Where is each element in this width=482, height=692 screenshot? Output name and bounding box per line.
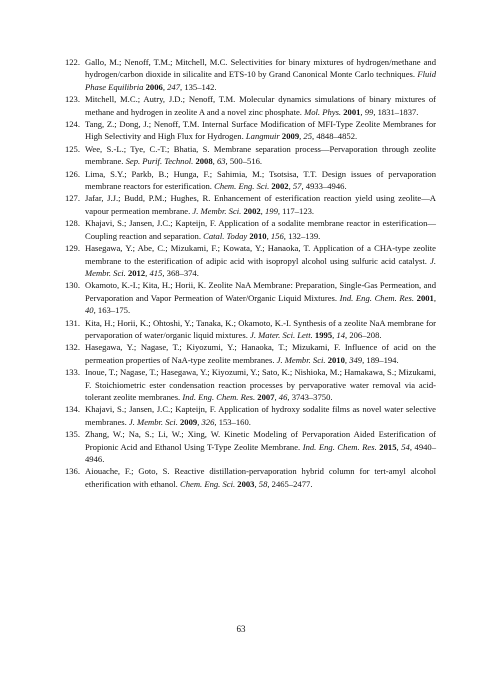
reference-item (48, 143, 436, 168)
reference-text (85, 341, 436, 366)
reference-volume: , 247 (162, 81, 181, 92)
reference-item (48, 279, 436, 316)
reference-item (48, 217, 436, 242)
reference-authors-title: Jafar, J.J.; Budd, P.M.; Hughes, R. Enhancement of esterification reaction yield using zeolite—A vapour permeation membrane. (85, 193, 436, 216)
reference-text (85, 192, 436, 217)
reference-volume: , 63 (212, 156, 226, 167)
reference-volume: , 326 (197, 416, 215, 427)
reference-authors-title: Gallo, M.; Nenoff, T.M.; Mitchell, M.C. Selectivities for binary mixtures of hydrogen/methane and hydrogen/carbon dioxide in silicalite and ETS-10 by Grand Canonical Monte Carlo techniques. (85, 57, 436, 80)
reference-number: 123. (64, 94, 80, 105)
reference-item (48, 56, 436, 93)
reference-number: 135. (64, 429, 80, 440)
reference-pages: , 163–175. (93, 305, 131, 316)
reference-text (85, 217, 436, 242)
reference-text (85, 168, 436, 193)
reference-authors-title: Khajavi, S.; Jansen, J.C.; Kapteijn, F. Application of hydroxy sodalite films as novel water selective membranes. (85, 404, 436, 427)
reference-text (85, 56, 436, 93)
reference-year: 1995 (312, 329, 333, 340)
reference-item (48, 317, 436, 342)
reference-text (85, 366, 436, 403)
reference-volume: , 25 (299, 131, 313, 142)
reference-pages: , 135–142. (180, 81, 217, 92)
reference-text (85, 403, 436, 428)
page-number: 63 (236, 624, 246, 634)
reference-volume: , 46 (274, 391, 288, 402)
reference-journal: Fluid Phase Equilibria (85, 69, 436, 92)
reference-number: 134. (64, 404, 80, 415)
reference-number: 132. (64, 342, 80, 353)
reference-number: 129. (64, 243, 80, 254)
reference-text (85, 428, 436, 465)
reference-number: 128. (64, 218, 80, 229)
reference-journal: Langmuir (245, 131, 280, 142)
reference-pages: , 500–516. (225, 156, 263, 167)
reference-year: 2009 (177, 416, 198, 427)
reference-number: 124. (64, 119, 80, 130)
reference-item (48, 93, 436, 118)
reference-number: 122. (64, 57, 80, 67)
reference-year: 2002 (241, 205, 261, 216)
reference-number: 133. (64, 367, 80, 378)
reference-text (85, 242, 436, 279)
reference-text (85, 93, 436, 118)
reference-pages: , 368–374. (162, 267, 199, 278)
reference-volume: , 54 (396, 441, 410, 452)
reference-journal: J. Membr. Sci. (192, 205, 242, 216)
reference-text (85, 143, 436, 168)
reference-journal: Ind. Eng. Chem. Res. (182, 391, 256, 402)
reference-number: 136. (64, 466, 80, 477)
reference-journal: Chem. Eng. Sci. (214, 181, 270, 192)
reference-year: 2010 (247, 230, 267, 241)
reference-item (48, 341, 436, 366)
reference-journal: J. Membr. Sci. (276, 354, 326, 365)
reference-volume: , 99 (360, 106, 374, 117)
reference-pages: , 4933–4946. (301, 181, 347, 192)
reference-year: 2001 (414, 292, 434, 303)
reference-volume: , 415 (145, 267, 163, 278)
reference-number: 131. (64, 317, 80, 328)
reference-item (48, 428, 436, 465)
reference-authors-title: Inoue, T.; Nagase, T.; Hasegawa, Y.; Kiyozumi, Y.; Sato, K.; Nishioka, M.; Hamakawa, S.; Mizukami, F. Stoichiometric ester condensation reaction processes by pervaporative water removal via acid-tolerant zeolite membranes. (85, 367, 436, 402)
reference-authors-title: Aiouache, F.; Goto, S. Reactive distillation-pervaporation hybrid column for tert-amyl alcohol etherification with ethanol. (85, 466, 436, 489)
reference-item (48, 465, 436, 490)
reference-year: 2007 (255, 391, 275, 402)
reference-journal: J. Membr. Sci. (128, 416, 178, 427)
reference-journal: Catal. Today (203, 230, 248, 241)
reference-volume: , 199 (260, 205, 278, 216)
reference-pages: , 153–160. (214, 416, 251, 427)
reference-item (48, 403, 436, 428)
reference-list (48, 56, 436, 490)
reference-text (85, 118, 436, 143)
reference-item (48, 118, 436, 143)
reference-authors-title: Tang, Z.; Dong, J.; Nenoff, T.M. Internal Surface Modification of MFI-Type Zeolite Membranes for High Selectivity and High Flux for Hydrogen. (85, 119, 436, 142)
reference-authors-title: Wee, S.-L.; Tye, C.-T.; Bhatia, S. Membrane separation process—Pervaporation through zeolite membrane. (85, 143, 436, 167)
reference-pages: , 132–139. (283, 230, 321, 241)
reference-year: 2008 (193, 156, 213, 167)
reference-item (48, 366, 436, 403)
reference-pages: , 189–194. (362, 354, 399, 365)
reference-year: 2001 (341, 106, 361, 117)
reference-year: 2012 (125, 267, 146, 278)
reference-year: 2010 (325, 354, 345, 365)
reference-pages: , 1831–1837. (373, 106, 419, 117)
reference-pages: , 117–123. (277, 205, 315, 216)
reference-number: 125. (64, 143, 80, 154)
reference-pages: , 206–208. (345, 329, 382, 340)
reference-year: 2002 (269, 181, 289, 192)
reference-item (48, 192, 436, 217)
reference-authors-title: Hasegawa, Y.; Abe, C.; Mizukami, F.; Kowata, Y.; Hanaoka, T. Application of a CHA-type zeolite membrane to the esterification of adipic acid with isopropyl alcohol using sulfuric acid catalyst. (85, 243, 436, 266)
reference-pages: , 3743–3750. (287, 391, 333, 402)
reference-journal: Ind. Eng. Chem. Res. (339, 292, 414, 303)
reference-year: 2003 (235, 478, 255, 489)
reference-year: 2006 (143, 81, 163, 92)
reference-journal: J. Membr. Sci. (85, 255, 436, 278)
reference-journal: Chem. Eng. Sci. (179, 478, 236, 489)
reference-authors-title: Kita, H.; Horii, K.; Ohtoshi, Y.; Tanaka, K.; Okamoto, K.-I. Synthesis of a zeolite NaA membrane for pervaporation of water/organic liquid mixtures. (85, 317, 436, 340)
reference-journal: Ind. Eng. Chem. Res. (302, 441, 377, 452)
reference-authors-title: Khajavi, S.; Jansen, J.C.; Kapteijn, F. Application of a sodalite membrane reactor in esterification—Coupling reaction and separation. (85, 218, 436, 241)
reference-volume: , 40 (85, 292, 436, 316)
reference-authors-title: Mitchell, M.C.; Autry, J.D.; Nenoff, T.M. Molecular dynamics simulations of binary mixtures of methane and hydrogen in zeolite A and a novel zinc phosphate. (85, 94, 436, 117)
reference-volume: , 349 (344, 354, 363, 365)
reference-text (85, 317, 436, 342)
reference-authors-title: Zhang, W.; Na, S.; Li, W.; Xing, W. Kinetic Modeling of Pervaporation Aided Esterification of Propionic Acid and Ethanol Using T-Type Zeolite Membrane. (85, 429, 436, 452)
reference-text (85, 465, 436, 490)
reference-volume: , 156 (266, 230, 284, 241)
reference-volume: , 58 (254, 478, 268, 489)
reference-volume: , 14 (332, 329, 346, 340)
reference-volume: , 57 (288, 181, 302, 192)
reference-number: 127. (64, 193, 80, 204)
reference-authors-title: Lima, S.Y.; Parkb, B.; Hunga, F.; Sahimia, M.; Tsotsisa, T.T. Design issues of pervaporation membrane reactors for esterification. (85, 168, 436, 192)
reference-pages: , 2465–2477. (267, 478, 313, 489)
reference-year: 2015 (376, 441, 397, 452)
reference-authors-title: Hasegawa, Y.; Nagase, T.; Kiyozumi, Y.; Hanaoka, T.; Mizukami, F. Influence of acid on the permeation properties of NaA-type zeolite membranes. (85, 342, 436, 365)
reference-item (48, 168, 436, 193)
reference-item (48, 242, 436, 279)
reference-pages: , 4940–4946. (85, 441, 437, 464)
reference-journal: J. Mater. Sci. Lett. (250, 329, 313, 340)
reference-text (85, 279, 436, 316)
reference-authors-title: Okamoto, K.-I.; Kita, H.; Horii, K. Zeolite NaA Membrane: Preparation, Single-Gas Permeation, and Pervaporation and Vapor Permeation of Water/Organic Liquid Mixtures. (85, 280, 436, 303)
reference-journal: Mol. Phys. (304, 106, 342, 117)
reference-pages: , 4848–4852. (312, 131, 358, 142)
reference-number: 130. (64, 280, 80, 291)
reference-year: 2009 (279, 131, 300, 142)
reference-number: 126. (64, 168, 80, 179)
reference-journal: Sep. Purif. Technol. (125, 156, 194, 167)
